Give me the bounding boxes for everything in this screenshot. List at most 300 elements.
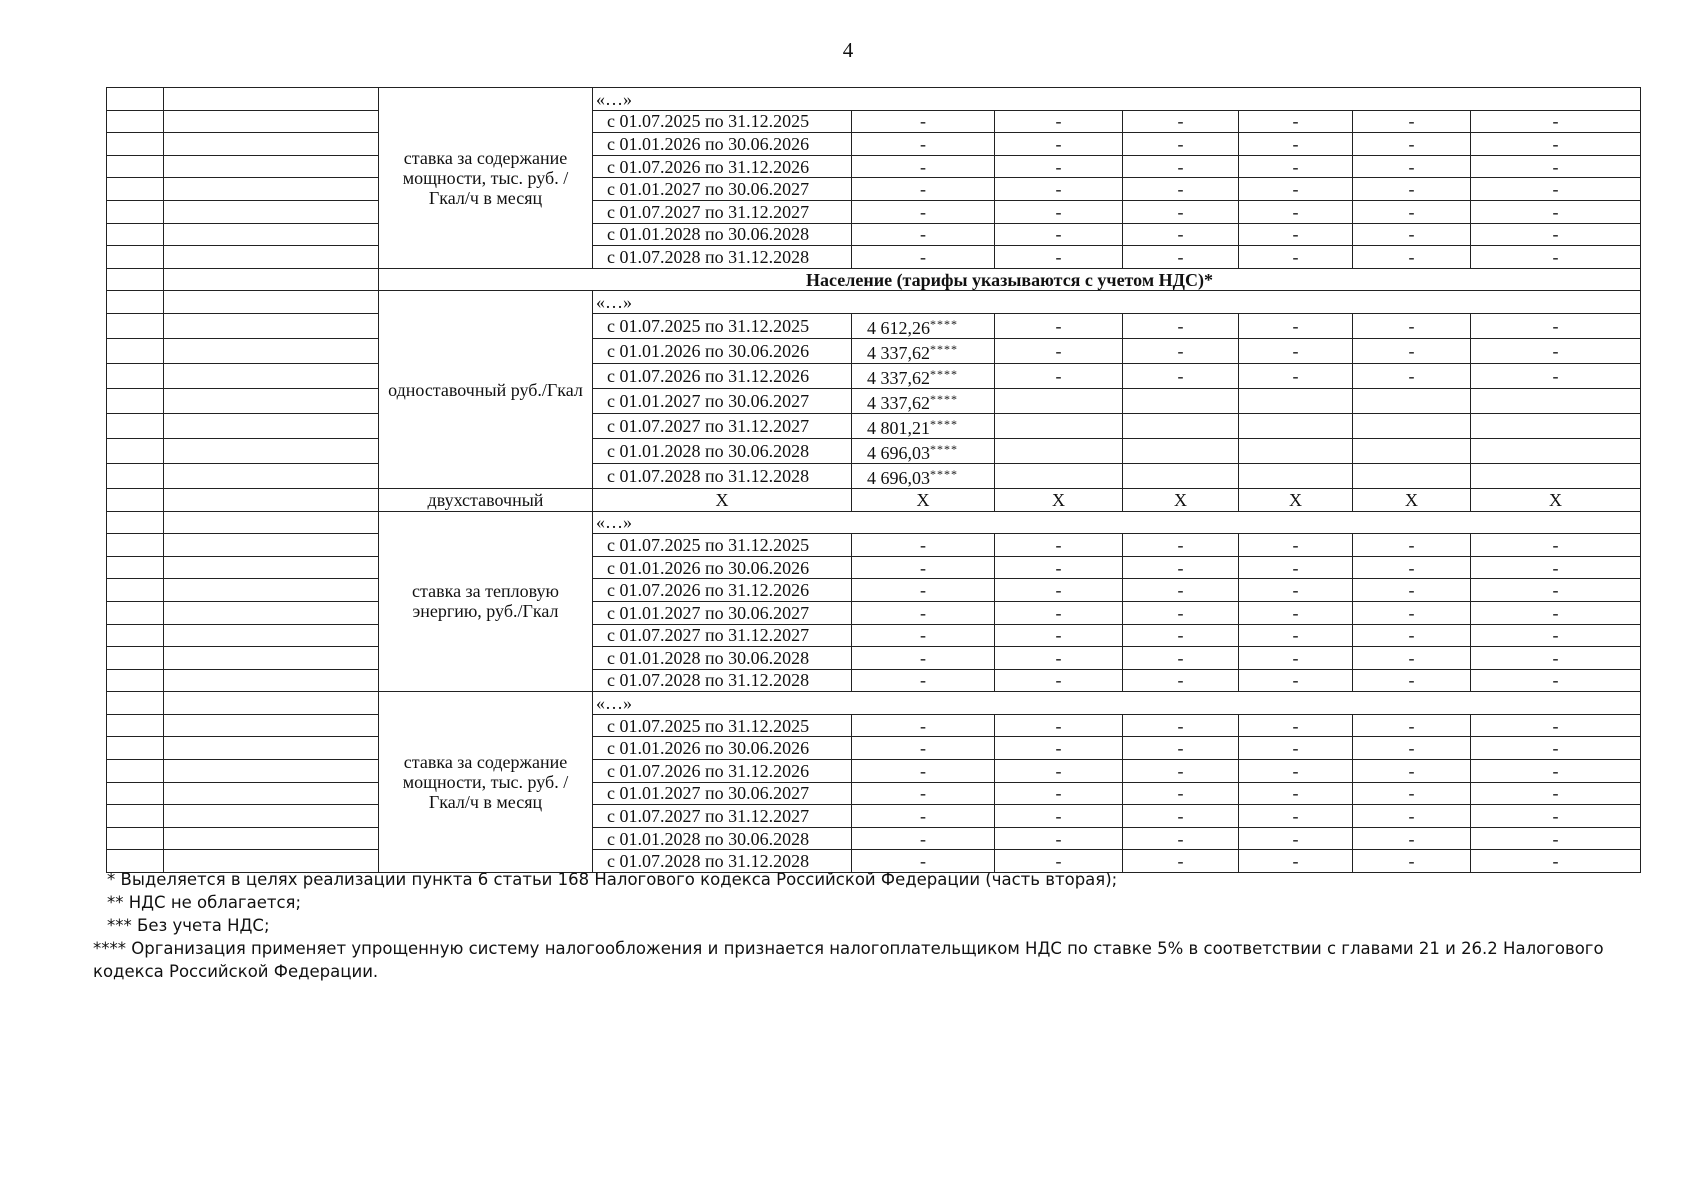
tariff-value: -	[1408, 224, 1415, 245]
tariff-value: -	[1177, 738, 1184, 759]
footnote-reference: ****	[930, 441, 958, 456]
table-row	[107, 388, 1641, 413]
tariff-value: -	[1292, 179, 1299, 200]
tariff-value: -	[1055, 534, 1062, 555]
tariff-value: -	[1408, 783, 1415, 804]
value-cell	[995, 200, 1123, 223]
value-cell	[1239, 624, 1353, 647]
period-cell: с 01.07.2027 по 31.12.2027	[593, 624, 852, 647]
value-cell	[1471, 601, 1641, 624]
period-cell: с 01.01.2026 по 30.06.2026	[593, 737, 852, 760]
footnote-text: Организация применяет упрощенную систему налогообложения и признается налогоплательщиком НДС по ставке 5% в соответствии с главами 21 и 26.2 Налогового кодекса Российской Федерации.	[93, 939, 1604, 981]
value-cell	[1471, 827, 1641, 850]
value-cell	[1239, 805, 1353, 828]
tariff-value: -	[920, 111, 926, 132]
tariff-value: -	[1055, 625, 1062, 646]
value-cell	[1123, 624, 1239, 647]
value-cell	[1123, 133, 1239, 156]
rate-label: ставка за тепловую энергию, руб./Гкал	[379, 511, 593, 692]
tariff-value: -	[1177, 557, 1184, 578]
value-cell	[852, 805, 995, 828]
tariff-value: -	[1552, 365, 1559, 386]
tariff-value: 4 337,62	[867, 392, 930, 413]
tariff-value: -	[1552, 111, 1559, 132]
tariff-value: -	[1552, 647, 1559, 668]
value-cell	[1353, 463, 1471, 488]
tariff-value: -	[1055, 715, 1062, 736]
value-cell	[995, 223, 1123, 246]
value-cell	[1239, 223, 1353, 246]
tariff-value: -	[1552, 625, 1559, 646]
value-cell	[1353, 363, 1471, 388]
tariff-value: -	[1408, 365, 1415, 386]
table-row	[107, 714, 1641, 737]
tariff-value: -	[1408, 534, 1415, 555]
value-cell	[1239, 782, 1353, 805]
number-cell	[107, 363, 164, 388]
tariff-value: -	[1055, 647, 1062, 668]
tariff-value: -	[1055, 179, 1062, 200]
value-cell	[1471, 313, 1641, 338]
tariff-value: -	[1055, 156, 1062, 177]
number-cell	[107, 556, 164, 579]
value-cell	[995, 805, 1123, 828]
value-cell	[1353, 200, 1471, 223]
tariff-value: -	[920, 670, 926, 691]
tariff-value: -	[1292, 580, 1299, 601]
value-cell	[1471, 178, 1641, 201]
tariff-value: -	[1552, 738, 1559, 759]
value-cell	[1471, 110, 1641, 133]
value-cell: X	[852, 488, 995, 511]
tariff-value: -	[1177, 179, 1184, 200]
period-cell: с 01.07.2028 по 31.12.2028	[593, 246, 852, 269]
table-row	[107, 488, 1641, 511]
value-cell	[1471, 223, 1641, 246]
period-cell: с 01.07.2026 по 31.12.2026	[593, 363, 852, 388]
organization-cell	[164, 133, 379, 156]
value-cell	[1239, 133, 1353, 156]
value-cell	[995, 438, 1123, 463]
tariff-value: -	[1177, 670, 1184, 691]
organization-cell	[164, 782, 379, 805]
tariff-value: -	[1552, 534, 1559, 555]
tariff-table	[106, 87, 1641, 873]
tariff-value: -	[920, 828, 926, 849]
tariff-value: -	[920, 851, 926, 872]
value-cell	[995, 388, 1123, 413]
organization-cell	[164, 827, 379, 850]
tariff-value: -	[1292, 625, 1299, 646]
value-cell	[1123, 669, 1239, 692]
value-cell	[995, 737, 1123, 760]
tariff-value: -	[1292, 602, 1299, 623]
number-cell	[107, 110, 164, 133]
value-cell	[1471, 133, 1641, 156]
number-cell	[107, 291, 164, 314]
value-cell	[852, 601, 995, 624]
value-cell	[1353, 827, 1471, 850]
period-cell: с 01.07.2025 по 31.12.2025	[593, 313, 852, 338]
value-cell	[852, 760, 995, 783]
tariff-value: -	[1408, 156, 1415, 177]
value-cell	[1471, 782, 1641, 805]
value-cell	[1123, 737, 1239, 760]
value-cell	[1353, 313, 1471, 338]
tariff-value: -	[920, 715, 926, 736]
table-row	[107, 363, 1641, 388]
table-row	[107, 669, 1641, 692]
value-cell	[852, 155, 995, 178]
tariff-value: -	[1552, 670, 1559, 691]
value-cell	[852, 556, 995, 579]
table-row	[107, 463, 1641, 488]
organization-cell	[164, 338, 379, 363]
value-cell	[852, 463, 995, 488]
tariff-value: -	[1292, 315, 1299, 336]
value-cell	[995, 363, 1123, 388]
table-row	[107, 556, 1641, 579]
organization-cell	[164, 511, 379, 534]
number-cell	[107, 313, 164, 338]
value-cell	[852, 363, 995, 388]
table-row	[107, 178, 1641, 201]
value-cell	[1239, 110, 1353, 133]
tariff-value: 4 696,03	[867, 442, 930, 463]
period-cell: с 01.07.2027 по 31.12.2027	[593, 200, 852, 223]
tariff-value: -	[1552, 580, 1559, 601]
page-number: 4	[842, 38, 854, 62]
value-cell	[1353, 246, 1471, 269]
value-cell	[1239, 438, 1353, 463]
tariff-value: -	[1552, 851, 1559, 872]
period-cell: с 01.01.2028 по 30.06.2028	[593, 438, 852, 463]
table-row	[107, 760, 1641, 783]
value-cell	[1123, 760, 1239, 783]
tariff-value: -	[1177, 828, 1184, 849]
value-cell	[852, 413, 995, 438]
value-cell: X	[995, 488, 1123, 511]
period-cell: с 01.07.2025 по 31.12.2025	[593, 110, 852, 133]
footnote-reference: ****	[930, 316, 958, 331]
tariff-value: 4 337,62	[867, 367, 930, 388]
tariff-value: -	[1292, 828, 1299, 849]
tariff-value: -	[1177, 534, 1184, 555]
number-cell	[107, 805, 164, 828]
rate-label: ставка за содержание мощности, тыс. руб. /Гкал/ч в месяц	[379, 88, 593, 269]
table-row	[107, 88, 1641, 111]
organization-cell	[164, 805, 379, 828]
period-cell: с 01.07.2026 по 31.12.2026	[593, 579, 852, 602]
value-cell	[1123, 647, 1239, 670]
organization-cell	[164, 463, 379, 488]
value-cell	[1471, 363, 1641, 388]
value-cell	[1471, 760, 1641, 783]
value-cell	[1123, 601, 1239, 624]
value-cell	[1239, 178, 1353, 201]
tariff-value: -	[920, 647, 926, 668]
value-cell	[1353, 579, 1471, 602]
value-cell	[1123, 223, 1239, 246]
value-cell	[995, 338, 1123, 363]
table-row	[107, 313, 1641, 338]
value-cell	[852, 338, 995, 363]
value-cell	[852, 669, 995, 692]
value-cell	[1239, 413, 1353, 438]
value-cell	[995, 760, 1123, 783]
tariff-value: -	[1408, 340, 1415, 361]
organization-cell	[164, 624, 379, 647]
value-cell	[995, 601, 1123, 624]
table-row	[107, 110, 1641, 133]
period-cell: с 01.07.2027 по 31.12.2027	[593, 413, 852, 438]
number-cell	[107, 200, 164, 223]
tariff-value: -	[1552, 179, 1559, 200]
table-row	[107, 200, 1641, 223]
table-row	[107, 223, 1641, 246]
tariff-value: -	[1055, 340, 1062, 361]
tariff-value: -	[920, 580, 926, 601]
tariff-value: -	[1292, 557, 1299, 578]
tariff-value: -	[1408, 133, 1415, 154]
ellipsis-marker: «…»	[593, 692, 1641, 715]
number-cell	[107, 827, 164, 850]
number-cell	[107, 692, 164, 715]
value-cell	[995, 579, 1123, 602]
table-row	[107, 246, 1641, 269]
tariff-value: -	[1177, 201, 1184, 222]
tariff-value: -	[1177, 111, 1184, 132]
tariff-value: -	[1055, 201, 1062, 222]
tariff-value: -	[1552, 715, 1559, 736]
organization-cell	[164, 246, 379, 269]
tariff-value: -	[1292, 246, 1299, 267]
period-cell: с 01.07.2028 по 31.12.2028	[593, 850, 852, 873]
organization-cell	[164, 268, 379, 291]
value-cell	[1123, 714, 1239, 737]
period-cell: с 01.07.2028 по 31.12.2028	[593, 463, 852, 488]
tariff-value: -	[1055, 851, 1062, 872]
tariff-value: -	[1408, 760, 1415, 781]
footnote-text: Без учета НДС;	[137, 916, 270, 935]
organization-cell	[164, 291, 379, 314]
tariff-value: -	[920, 133, 926, 154]
value-cell	[1123, 534, 1239, 557]
tariff-value: -	[1408, 580, 1415, 601]
tariff-value: -	[1408, 851, 1415, 872]
footnote-reference: ****	[930, 366, 958, 381]
number-cell	[107, 88, 164, 111]
tariff-value: -	[1552, 156, 1559, 177]
organization-cell	[164, 438, 379, 463]
tariff-value: -	[1177, 133, 1184, 154]
tariff-value: -	[1408, 246, 1415, 267]
tariff-value: -	[920, 806, 926, 827]
period-cell: с 01.01.2027 по 30.06.2027	[593, 601, 852, 624]
tariff-value: -	[1408, 738, 1415, 759]
tariff-value: -	[1408, 625, 1415, 646]
period-cell: с 01.01.2028 по 30.06.2028	[593, 647, 852, 670]
value-cell	[1239, 363, 1353, 388]
value-cell	[1239, 246, 1353, 269]
tariff-value: -	[1552, 246, 1559, 267]
ellipsis-marker: «…»	[593, 88, 1641, 111]
value-cell: X	[1353, 488, 1471, 511]
tariff-value: -	[1177, 625, 1184, 646]
value-cell	[1239, 601, 1353, 624]
organization-cell	[164, 413, 379, 438]
tariff-value: -	[1292, 224, 1299, 245]
value-cell	[1239, 579, 1353, 602]
value-cell	[995, 413, 1123, 438]
tariff-value: -	[1552, 557, 1559, 578]
value-cell	[852, 579, 995, 602]
value-cell	[1471, 388, 1641, 413]
footnote-mark: ****	[93, 939, 126, 958]
value-cell	[1123, 110, 1239, 133]
table-row	[107, 291, 1641, 314]
number-cell	[107, 268, 164, 291]
tariff-value: -	[1055, 580, 1062, 601]
tariff-value: -	[1408, 111, 1415, 132]
table-row	[107, 624, 1641, 647]
number-cell	[107, 463, 164, 488]
value-cell	[1353, 223, 1471, 246]
ellipsis-marker: «…»	[593, 291, 1641, 314]
tariff-value: -	[1552, 224, 1559, 245]
table-row	[107, 413, 1641, 438]
value-cell: X	[1471, 488, 1641, 511]
number-cell	[107, 338, 164, 363]
value-cell	[995, 133, 1123, 156]
value-cell	[852, 223, 995, 246]
number-cell	[107, 647, 164, 670]
tariff-value: -	[1292, 851, 1299, 872]
value-cell	[995, 556, 1123, 579]
tariff-value: -	[1552, 806, 1559, 827]
value-cell	[1471, 413, 1641, 438]
value-cell	[995, 827, 1123, 850]
value-cell	[1239, 760, 1353, 783]
organization-cell	[164, 388, 379, 413]
number-cell	[107, 601, 164, 624]
ellipsis-marker: «…»	[593, 511, 1641, 534]
value-cell	[1471, 463, 1641, 488]
value-cell	[1353, 155, 1471, 178]
value-cell	[1353, 647, 1471, 670]
organization-cell	[164, 313, 379, 338]
organization-cell	[164, 601, 379, 624]
tariff-value: -	[1552, 315, 1559, 336]
value-cell	[1353, 338, 1471, 363]
number-cell	[107, 669, 164, 692]
footnote-text: Выделяется в целях реализации пункта 6 статьи 168 Налогового кодекса Российской Федерации (часть вторая);	[120, 870, 1118, 889]
value-cell	[1239, 669, 1353, 692]
number-cell	[107, 155, 164, 178]
value-cell	[852, 438, 995, 463]
organization-cell	[164, 88, 379, 111]
table-row	[107, 737, 1641, 760]
value-cell	[995, 714, 1123, 737]
tariff-value: -	[920, 625, 926, 646]
value-cell	[1239, 313, 1353, 338]
period-cell: с 01.07.2025 по 31.12.2025	[593, 714, 852, 737]
footnote	[93, 914, 1613, 937]
value-cell: X	[1239, 488, 1353, 511]
table-row	[107, 133, 1641, 156]
value-cell	[852, 178, 995, 201]
period-cell: с 01.07.2026 по 31.12.2026	[593, 760, 852, 783]
tariff-value: -	[1292, 340, 1299, 361]
value-cell	[1353, 534, 1471, 557]
tariff-value: -	[1408, 201, 1415, 222]
value-cell	[1471, 805, 1641, 828]
period-cell: с 01.01.2026 по 30.06.2026	[593, 338, 852, 363]
tariff-value: -	[1408, 806, 1415, 827]
value-cell	[995, 313, 1123, 338]
tariff-value: 4 801,21	[867, 417, 930, 438]
organization-cell	[164, 760, 379, 783]
value-cell	[1353, 133, 1471, 156]
rate-label: одноставочный руб./Гкал	[379, 291, 593, 489]
tariff-value: -	[1055, 783, 1062, 804]
number-cell	[107, 133, 164, 156]
value-cell	[995, 782, 1123, 805]
tariff-value: -	[920, 534, 926, 555]
value-cell	[1239, 155, 1353, 178]
number-cell	[107, 388, 164, 413]
tariff-value: -	[1292, 783, 1299, 804]
footnote-reference: ****	[930, 466, 958, 481]
value-cell	[1353, 760, 1471, 783]
footnote-mark: ***	[107, 916, 132, 935]
number-cell	[107, 223, 164, 246]
tariff-value: -	[1055, 133, 1062, 154]
tariff-value: -	[1177, 224, 1184, 245]
tariff-value: -	[920, 224, 926, 245]
tariff-value: -	[1055, 602, 1062, 623]
tariff-value: -	[920, 179, 926, 200]
organization-cell	[164, 579, 379, 602]
table-row	[107, 782, 1641, 805]
value-cell	[1471, 669, 1641, 692]
number-cell	[107, 579, 164, 602]
number-cell	[107, 178, 164, 201]
value-cell	[1239, 737, 1353, 760]
tariff-value: -	[1292, 647, 1299, 668]
tariff-value: -	[1177, 365, 1184, 386]
organization-cell	[164, 363, 379, 388]
value-cell	[1353, 556, 1471, 579]
tariff-value: -	[1408, 647, 1415, 668]
value-cell	[1471, 534, 1641, 557]
organization-cell	[164, 692, 379, 715]
value-cell	[1353, 782, 1471, 805]
value-cell	[995, 178, 1123, 201]
table-row	[107, 579, 1641, 602]
value-cell	[1471, 155, 1641, 178]
tariff-value: -	[1408, 179, 1415, 200]
table-row	[107, 534, 1641, 557]
table-row	[107, 692, 1641, 715]
footnote	[93, 937, 1613, 983]
tariff-value: -	[1292, 806, 1299, 827]
value-cell	[1123, 556, 1239, 579]
tariff-value: -	[920, 246, 926, 267]
value-cell	[1123, 178, 1239, 201]
tariff-value: -	[1408, 315, 1415, 336]
value-cell	[1471, 338, 1641, 363]
